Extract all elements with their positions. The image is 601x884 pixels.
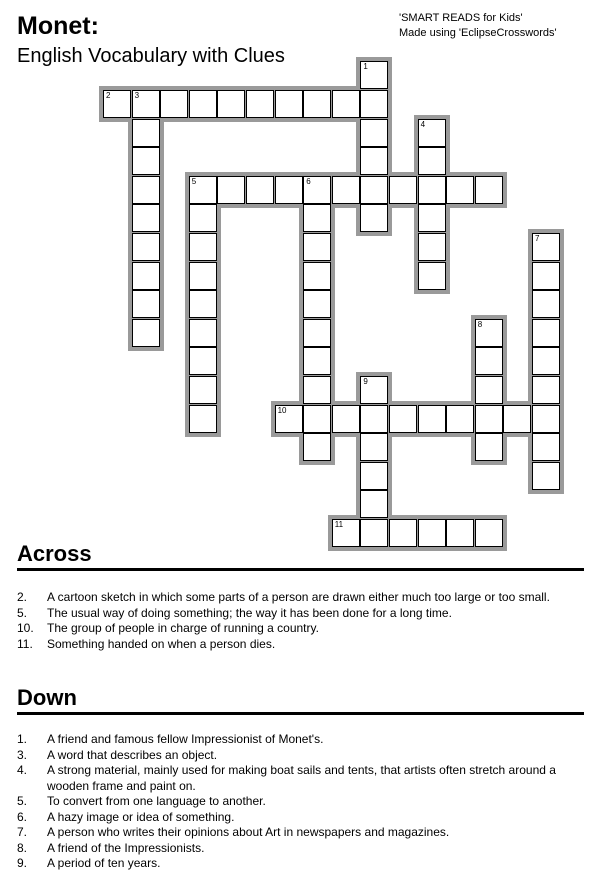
grid-cell[interactable] bbox=[389, 519, 417, 547]
grid-cell[interactable] bbox=[189, 319, 217, 347]
grid-cell[interactable] bbox=[275, 90, 303, 118]
grid-cell[interactable] bbox=[246, 176, 274, 204]
cell-number: 9 bbox=[363, 377, 368, 386]
grid-cell[interactable] bbox=[475, 347, 503, 375]
grid-cell[interactable] bbox=[532, 433, 560, 461]
clue-number: 2. bbox=[17, 590, 28, 604]
grid-cell[interactable] bbox=[360, 204, 388, 232]
grid-cell[interactable] bbox=[132, 290, 160, 318]
grid-cell[interactable] bbox=[132, 262, 160, 290]
grid-cell[interactable] bbox=[303, 290, 331, 318]
grid-cell[interactable] bbox=[303, 405, 331, 433]
cell-number: 6 bbox=[306, 176, 311, 186]
grid-cell[interactable] bbox=[303, 262, 331, 290]
down-heading: Down bbox=[17, 685, 77, 710]
grid-cell[interactable] bbox=[132, 90, 160, 118]
grid-cell[interactable] bbox=[532, 347, 560, 375]
grid-cell[interactable] bbox=[389, 176, 417, 204]
grid-cell[interactable] bbox=[360, 519, 388, 547]
grid-cell[interactable] bbox=[418, 119, 446, 147]
grid-cell[interactable] bbox=[360, 147, 388, 175]
clue-item bbox=[17, 590, 587, 606]
grid-cell[interactable] bbox=[503, 405, 531, 433]
grid-cell[interactable] bbox=[418, 262, 446, 290]
grid-cell[interactable] bbox=[275, 176, 303, 204]
grid-cell[interactable] bbox=[446, 519, 474, 547]
credit-line-1: 'SMART READS for Kids' bbox=[399, 12, 523, 24]
grid-cell[interactable] bbox=[418, 176, 446, 204]
grid-cell[interactable] bbox=[132, 176, 160, 204]
clue-text: Something handed on when a person dies. bbox=[47, 636, 276, 651]
down-rule bbox=[17, 712, 584, 715]
grid-cell[interactable] bbox=[360, 405, 388, 433]
clue-item bbox=[17, 732, 587, 748]
clue-number: 11. bbox=[17, 636, 33, 651]
grid-cell[interactable] bbox=[303, 319, 331, 347]
grid-cell[interactable] bbox=[189, 347, 217, 375]
grid-cell[interactable] bbox=[303, 347, 331, 375]
clue-text: A friend of the Impressionists. bbox=[47, 840, 205, 855]
grid-cell[interactable] bbox=[475, 319, 503, 347]
clue-number: 6. bbox=[17, 809, 28, 824]
clue-number: 1. bbox=[17, 732, 28, 746]
grid-cell[interactable] bbox=[475, 405, 503, 433]
clue-item bbox=[17, 621, 587, 637]
grid-cell[interactable] bbox=[160, 90, 188, 118]
grid-cell[interactable] bbox=[246, 90, 274, 118]
clue-item bbox=[17, 794, 587, 810]
grid-cell[interactable] bbox=[418, 147, 446, 175]
grid-cell[interactable] bbox=[418, 519, 446, 547]
grid-cell[interactable] bbox=[360, 61, 388, 89]
grid-cell[interactable] bbox=[303, 90, 331, 118]
clue-item bbox=[17, 810, 587, 826]
grid-cell[interactable] bbox=[360, 490, 388, 518]
grid-cell[interactable] bbox=[360, 376, 388, 404]
clue-item bbox=[17, 856, 587, 872]
clue-text: To convert from one language to another. bbox=[47, 794, 266, 808]
clue-text: The usual way of doing something; the way it has been done for a long time. bbox=[47, 605, 452, 620]
grid-cell[interactable] bbox=[360, 433, 388, 461]
clue-text: A strong material, mainly used for making boat sails and tents, that artists often stretch around a wooden frame and paint on. bbox=[47, 763, 556, 793]
credit-line-2: Made using 'EclipseCrosswords' bbox=[399, 27, 557, 39]
grid-cell[interactable] bbox=[360, 462, 388, 490]
across-rule bbox=[17, 568, 584, 571]
grid-cell[interactable] bbox=[303, 233, 331, 261]
grid-cell[interactable] bbox=[360, 90, 388, 118]
puzzle-title: Monet: bbox=[17, 12, 99, 40]
grid-cell[interactable] bbox=[475, 376, 503, 404]
clue-number: 9. bbox=[17, 856, 28, 870]
clue-text: A cartoon sketch in which some parts of a person are drawn either much too large or too small. bbox=[47, 590, 550, 604]
grid-cell[interactable] bbox=[132, 119, 160, 147]
grid-cell[interactable] bbox=[132, 233, 160, 261]
grid-cell[interactable] bbox=[189, 176, 217, 204]
clue-item bbox=[17, 763, 587, 794]
clue-number: 4. bbox=[17, 763, 28, 777]
grid-cell[interactable] bbox=[532, 462, 560, 490]
grid-cell[interactable] bbox=[332, 90, 360, 118]
grid-cell[interactable] bbox=[132, 147, 160, 175]
grid-cell[interactable] bbox=[532, 405, 560, 433]
clue-text: The group of people in charge of running a country. bbox=[47, 621, 319, 635]
clue-number: 8. bbox=[17, 840, 28, 855]
grid-cell[interactable] bbox=[475, 433, 503, 461]
puzzle-subtitle: English Vocabulary with Clues bbox=[17, 45, 285, 67]
clue-item bbox=[17, 841, 587, 857]
grid-cell[interactable] bbox=[532, 233, 560, 261]
cell-number: 7 bbox=[535, 234, 540, 243]
cell-number: 10 bbox=[277, 405, 287, 415]
clue-text: A period of ten years. bbox=[47, 856, 161, 870]
grid-cell[interactable] bbox=[303, 376, 331, 404]
cell-number: 3 bbox=[134, 91, 140, 100]
cell-number: 1 bbox=[363, 62, 368, 72]
grid-cell[interactable] bbox=[446, 176, 474, 204]
grid-cell[interactable] bbox=[532, 376, 560, 404]
clue-text: A friend and famous fellow Impressionist of Monet's. bbox=[47, 732, 324, 746]
grid-cell[interactable] bbox=[275, 405, 303, 433]
clue-number: 5. bbox=[17, 794, 28, 808]
grid-cell[interactable] bbox=[475, 519, 503, 547]
grid-cell[interactable] bbox=[217, 90, 245, 118]
grid-cell[interactable] bbox=[217, 176, 245, 204]
grid-cell[interactable] bbox=[189, 290, 217, 318]
clue-number: 10. bbox=[17, 621, 34, 635]
grid-cell[interactable] bbox=[360, 119, 388, 147]
grid-cell[interactable] bbox=[189, 405, 217, 433]
grid-cell[interactable] bbox=[332, 519, 360, 547]
clue-item bbox=[17, 825, 587, 841]
clue-text: A hazy image or idea of something. bbox=[47, 809, 235, 824]
clue-text: A word that describes an object. bbox=[47, 747, 218, 762]
grid-cell[interactable] bbox=[303, 176, 331, 204]
grid-cell[interactable] bbox=[303, 204, 331, 232]
grid-cell[interactable] bbox=[532, 319, 560, 347]
cell-number: 8 bbox=[477, 319, 483, 329]
clue-item bbox=[17, 637, 587, 653]
down-clue-list bbox=[17, 732, 587, 872]
clue-number: 5. bbox=[17, 605, 28, 620]
grid-cell[interactable] bbox=[303, 433, 331, 461]
across-clue-list bbox=[17, 590, 587, 652]
cell-number: 2 bbox=[106, 91, 111, 100]
credit-block bbox=[399, 11, 557, 41]
grid-cell[interactable] bbox=[446, 405, 474, 433]
grid-cell[interactable] bbox=[389, 405, 417, 433]
grid-cell[interactable] bbox=[132, 319, 160, 347]
grid-cell[interactable] bbox=[189, 90, 217, 118]
grid-cell[interactable] bbox=[189, 262, 217, 290]
cell-number: 5 bbox=[191, 176, 197, 186]
grid-cell[interactable] bbox=[332, 405, 360, 433]
grid-cell[interactable] bbox=[360, 176, 388, 204]
grid-cell[interactable] bbox=[189, 204, 217, 232]
grid-cell[interactable] bbox=[532, 262, 560, 290]
grid-cell[interactable] bbox=[418, 204, 446, 232]
grid-cell[interactable] bbox=[132, 204, 160, 232]
grid-cell[interactable] bbox=[418, 405, 446, 433]
clue-number: 7. bbox=[17, 825, 28, 839]
cell-number: 4 bbox=[420, 119, 426, 129]
across-heading: Across bbox=[17, 541, 92, 566]
grid-cell[interactable] bbox=[103, 90, 131, 118]
grid-cell[interactable] bbox=[189, 233, 217, 261]
clue-number: 3. bbox=[17, 747, 28, 762]
cell-number: 11 bbox=[334, 520, 344, 529]
grid-cell[interactable] bbox=[332, 176, 360, 204]
clue-item bbox=[17, 606, 587, 622]
clue-text: A person who writes their opinions about Art in newspapers and magazines. bbox=[47, 825, 450, 839]
grid-cell[interactable] bbox=[475, 176, 503, 204]
grid-cell[interactable] bbox=[418, 233, 446, 261]
grid-cell[interactable] bbox=[189, 376, 217, 404]
grid-cell[interactable] bbox=[532, 290, 560, 318]
clue-item bbox=[17, 748, 587, 764]
